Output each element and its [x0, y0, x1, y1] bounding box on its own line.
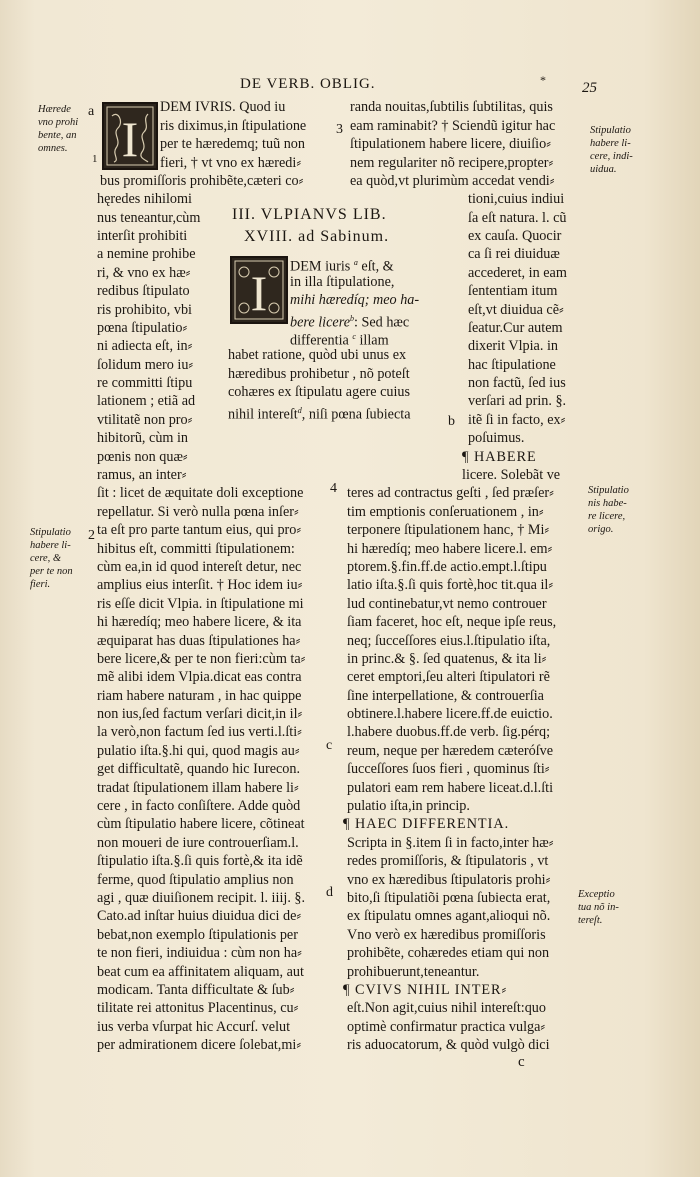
text-line: bebat,non exemplo ſtipulationis per — [97, 927, 298, 943]
text-line: ris aduocatorum, & quòd vulgò dici — [347, 1037, 550, 1053]
text-line: non factũ, ſed ius — [468, 375, 566, 391]
text-line: tioni,cuius indiui — [468, 191, 565, 207]
footnote-mark: b — [350, 314, 354, 323]
text-line: prohibuerunt,teneantur. — [347, 964, 480, 980]
text-line: ſtipulationem habere licere, diuiſio⸗ — [350, 136, 551, 152]
text-line: ſolidum mero iu⸗ — [97, 357, 194, 373]
text-line: lud continebatur,vt nemo controuer — [347, 596, 547, 612]
text-line — [290, 254, 394, 273]
text-line: per admirationem dicere ſolebat,mi⸗ — [97, 1037, 302, 1053]
text-span: : Sed hæc — [354, 314, 410, 331]
text-line: hac ſtipulatione — [468, 357, 556, 373]
footnote-mark: c — [352, 332, 356, 341]
text-line: get difficultatẽ, quando hic Iurecon. — [97, 761, 301, 777]
text-line: te non fieri, indiuidua : cùm non ha⸗ — [97, 945, 302, 961]
text-span: , niſi pœna ſubiecta — [301, 406, 411, 423]
text-line: mẽ alibi idem Vlpia.dicat eas contra — [97, 669, 302, 685]
note-line: Exceptio — [578, 889, 615, 900]
initial-glyph-2: I — [250, 265, 268, 321]
note-line: habere li- — [590, 138, 631, 149]
note-line: uidua. — [590, 164, 617, 175]
text-span: nihil intereſt — [228, 406, 298, 423]
text-line: verſari ad prin. §. — [468, 393, 567, 409]
text-line: hęredes nihilomi — [97, 191, 192, 207]
text-line: ius verba vſurpat hic Accurſ. velut — [97, 1019, 291, 1035]
note-line: origo. — [588, 524, 614, 535]
margin-note-right-3 — [578, 888, 619, 927]
text-line: reum, neque per hæredem cæteróſve — [347, 743, 554, 759]
text-line: ſtipulatio iſta.§.ſi quis fortè,& ita idẽ — [97, 853, 303, 869]
catchword: c — [518, 1054, 525, 1070]
text-line: hi hæredíq; meo habere licere, & ita — [97, 614, 302, 630]
marker-2: 2 — [88, 528, 95, 543]
text-line: bere licere,& per te non fieri:cùm ta⸗ — [97, 651, 306, 667]
text-line: bito,ſi ſtipulatiõi pœna ſubiecta erat, — [347, 890, 551, 906]
text-line: ſit : licet de æquitate doli exceptione — [97, 485, 304, 501]
text-line: teres ad contractus geſti , ſed præſer⸗ — [347, 485, 554, 501]
text-line: æquiparat has duas ſtipulationes ha⸗ — [97, 633, 301, 649]
text-line: in illa ſtipulatione, — [290, 274, 395, 290]
text-span: eſt, & — [361, 258, 394, 275]
section-title-line-1: III. VLPIANVS LIB. — [232, 206, 387, 223]
text-line: pulatio iſta,in princip. — [347, 798, 470, 814]
text-line: ſeatur.Cur autem — [468, 320, 563, 336]
text-line: eam raminabit? † Sciendũ igitur hac — [350, 118, 556, 134]
initial-ornament-1 — [104, 104, 156, 168]
text-line: la verò,non factum ſed ius verti.l.ſti⸗ — [97, 724, 302, 740]
text-line: poſuimus. — [468, 430, 525, 446]
text-line: randa nouitas,ſubtilis ſubtilitas, quis — [350, 99, 553, 115]
text-line — [290, 310, 409, 329]
text-line: mihi hæredíq; meo ha- — [290, 292, 420, 308]
text-line: eſt.Non agit,cuius nihil intereſt:quo — [347, 1000, 546, 1016]
text-line: ſine interpellatione, & controuerſia — [347, 688, 544, 704]
text-line: pœnis non quæ⸗ — [97, 449, 188, 465]
text-line: latio iſta.§.ſi quis fortè,hoc tit.qua il⸗ — [347, 577, 554, 593]
footnote-mark: d — [297, 406, 302, 415]
note-line: tua nõ in- — [578, 902, 619, 913]
text-line: ſiam faceret, hoc eſt, neque ipſe reus, — [347, 614, 557, 630]
initial-letter-2 — [230, 256, 288, 324]
text-line: redibus ſtipulato — [97, 283, 190, 299]
text-line: ptorem.§.fin.ff.de actio.empt.l.ſtipu — [347, 559, 547, 575]
text-line: Scripta in §.item ſi in facto,inter hæ⸗ — [347, 835, 554, 851]
text-line: tilitate rei attonitus Placentinus, cu⸗ — [97, 1000, 299, 1016]
marker-4: 4 — [330, 481, 337, 496]
text-line: itẽ ſi in facto, ex⸗ — [468, 412, 566, 428]
text-span: illam — [359, 332, 389, 349]
footnote-mark: a — [353, 258, 358, 267]
text-line: non ius,ſed factum verſari dicit,in il⸗ — [97, 706, 303, 722]
marker-b: b — [448, 414, 455, 429]
text-line — [290, 328, 389, 347]
text-line: ceret emptori,ſeu alteri ſtipulatori rẽ — [347, 669, 550, 685]
text-line: neq; ſucceſſores eius.l.ſtipulatio iſta, — [347, 633, 551, 649]
text-line: in princ.& §. ſed quatenus, & ita li⸗ — [347, 651, 547, 667]
note-line: Hærede — [38, 104, 71, 115]
text-line: cùm ſtipulatio habere licere, cõtineat — [97, 816, 305, 832]
text-line: bus promiſſoris prohibẽte,cæteri co⸗ — [100, 173, 304, 189]
note-line: bente, an — [38, 130, 77, 141]
note-line: Stipulatio — [590, 125, 631, 136]
text-span: DEM iuris — [290, 258, 351, 275]
marker-a: a — [88, 104, 95, 119]
text-line: cere , in facto conſiſtere. Adde quòd — [97, 798, 301, 814]
text-line: beat cum ea affinitatem aliquam, aut — [97, 964, 304, 980]
text-line: hæredibus prohibetur , nõ poteſt — [228, 366, 410, 382]
text-line: dixerit Vlpia. in — [468, 338, 558, 354]
note-line: vno prohi — [38, 117, 79, 128]
text-line: ri, & vno ex hæ⸗ — [97, 265, 191, 281]
initial-glyph-1: I — [121, 111, 139, 167]
text-line: interſit prohibiti — [97, 228, 188, 244]
text-line: amplius eius interſit. † Hoc idem iu⸗ — [97, 577, 303, 593]
text-line: ta eſt pro parte tantum eius, qui pro⸗ — [97, 522, 302, 538]
text-line: ¶ CVIVS NIHIL INTER⸗ — [343, 982, 508, 998]
text-line: tim emptionis conſeruationem , in⸗ — [347, 504, 544, 520]
note-line: Stipulatio — [30, 527, 71, 538]
text-line: ris prohibito, vbi — [97, 302, 192, 318]
note-line: tereſt. — [578, 915, 603, 926]
text-line: ca ſi rei diuiduæ — [468, 246, 560, 262]
note-line: re licere, — [588, 511, 626, 522]
text-line: tradat ſtipulationem illam habere li⸗ — [97, 780, 299, 796]
text-line: DEM IVRIS. Quod iu — [160, 99, 286, 115]
text-line: ſa eſt natura. l. cũ — [468, 210, 567, 226]
text-line: nus teneantur,cùm — [97, 210, 201, 226]
text-line: riam habere naturam , in hac quippe — [97, 688, 302, 704]
text-line: nem regulariter nõ recipere,propter⸗ — [350, 155, 554, 171]
text-line: non moueri de iure controuerſiam.l. — [97, 835, 299, 851]
margin-note-right-1 — [590, 124, 633, 176]
text-line: ramus, an inter⸗ — [97, 467, 187, 483]
text-line: cohæres ex ſtipulatu agere cuius — [228, 384, 411, 400]
marker-1: 1 — [92, 153, 98, 165]
text-line: hibitorũ, cùm in — [97, 430, 189, 446]
marker-3: 3 — [336, 122, 343, 137]
asterisk-mark: * — [540, 73, 546, 87]
section-title-line-2: XVIII. ad Sabinum. — [244, 228, 390, 245]
note-line: fieri. — [30, 579, 51, 590]
text-line: pœna ſtipulatio⸗ — [97, 320, 188, 336]
text-line: re committi ſtipu — [97, 375, 193, 391]
text-line: modicam. Tanta difficultate & ſub⸗ — [97, 982, 295, 998]
marker-c: c — [326, 738, 333, 753]
text-line: lationem ; etiã ad — [97, 393, 196, 409]
margin-note-left-2 — [30, 526, 73, 591]
text-line: accederet, in eam — [468, 265, 567, 281]
text-line: ferme, quod ſtipulatio amplius non — [97, 872, 294, 888]
running-head: DE VERB. OBLIG. — [240, 76, 376, 92]
page-number: 25 — [582, 80, 597, 96]
text-line: eſt,vt diuidua cẽ⸗ — [468, 302, 564, 318]
text-line: ea quòd,vt plurimùm accedat vendi⸗ — [350, 173, 555, 189]
text-line: ni adiecta eſt, in⸗ — [97, 338, 193, 354]
text-line: pulatio iſta.§.hi qui, quod magis au⸗ — [97, 743, 300, 759]
text-line: habet ratione, quòd ubi unus ex — [228, 347, 407, 363]
text-span: differentia — [290, 332, 349, 349]
text-line: ſententiam itum — [468, 283, 558, 299]
note-line: nis habe- — [588, 498, 627, 509]
text-line: terponere ſtipulationem hanc, † Mi⸗ — [347, 522, 550, 538]
text-line: ſucceſſores ſuos fieri , quominus ſti⸗ — [347, 761, 550, 777]
text-line: Cato.ad inſtar huius diuidua dici de⸗ — [97, 908, 302, 924]
text-line: repellatur. Si verò nulla pœna inſer⸗ — [97, 504, 299, 520]
text-line: a nemine prohibe — [97, 246, 196, 262]
initial-letter-1 — [102, 102, 158, 170]
marker-d: d — [326, 885, 333, 900]
text-line: per te hæredemq; tuũ non — [160, 136, 305, 152]
text-line: optimè confirmatur practica vulga⸗ — [347, 1019, 546, 1035]
text-line: ¶ HABERE — [462, 449, 537, 465]
note-line: cere, indi- — [590, 151, 633, 162]
note-line: habere li- — [30, 540, 71, 551]
text-line: ex ſtipulatu omnes agant,alioqui nõ. — [347, 908, 551, 924]
text-line: Vno verò ex hæredibus promiſſoris — [347, 927, 546, 943]
note-line: omnes. — [38, 143, 68, 154]
text-line: licere. Solebãt ve — [462, 467, 561, 483]
text-line — [228, 402, 411, 421]
text-line: vno ex hæredibus ſtipulatoris prohi⸗ — [347, 872, 551, 888]
text-line: ris diximus,in ſtipulatione — [160, 118, 307, 134]
text-line: ex cauſa. Quocir — [468, 228, 562, 244]
text-line: l.habere duobus.ff.de verb. ſig.pérq; — [347, 724, 551, 740]
text-line: redes promiſſoris, & ſtipulatoris , vt — [347, 853, 549, 869]
text-line: prohibẽte, cohæredes etiam qui non — [347, 945, 550, 961]
margin-note-right-2 — [588, 484, 629, 536]
note-line: Stipulatio — [588, 485, 629, 496]
text-line: fieri, † vt vno ex hæredi⸗ — [160, 155, 302, 171]
text-line: hi hæredíq; meo habere licere.l. em⸗ — [347, 541, 553, 557]
initial-ornament-2 — [232, 258, 286, 322]
margin-note-left-1 — [38, 103, 78, 155]
text-line: agi , quæ diuiſionem recipit. l. iiij. §. — [97, 890, 306, 906]
text-span: bere licere — [290, 314, 350, 331]
text-line: ¶ HAEC DIFFERENTIA. — [343, 816, 510, 832]
note-line: cere, & — [30, 553, 62, 564]
text-line: ris eſſe dicit Vlpia. in ſtipulatione mi — [97, 596, 304, 612]
text-line: vtilitatẽ non pro⸗ — [97, 412, 193, 428]
text-line: pulatori eam rem habere liceat.d.l.ſti — [347, 780, 554, 796]
text-line: cùm ea,in id quod intereſt detur, nec — [97, 559, 302, 575]
note-line: per te non — [30, 566, 73, 577]
text-line: hibitus eſt, committi ſtipulationem: — [97, 541, 295, 557]
text-line: obtinere.l.habere licere.ff.de euictio. — [347, 706, 553, 722]
